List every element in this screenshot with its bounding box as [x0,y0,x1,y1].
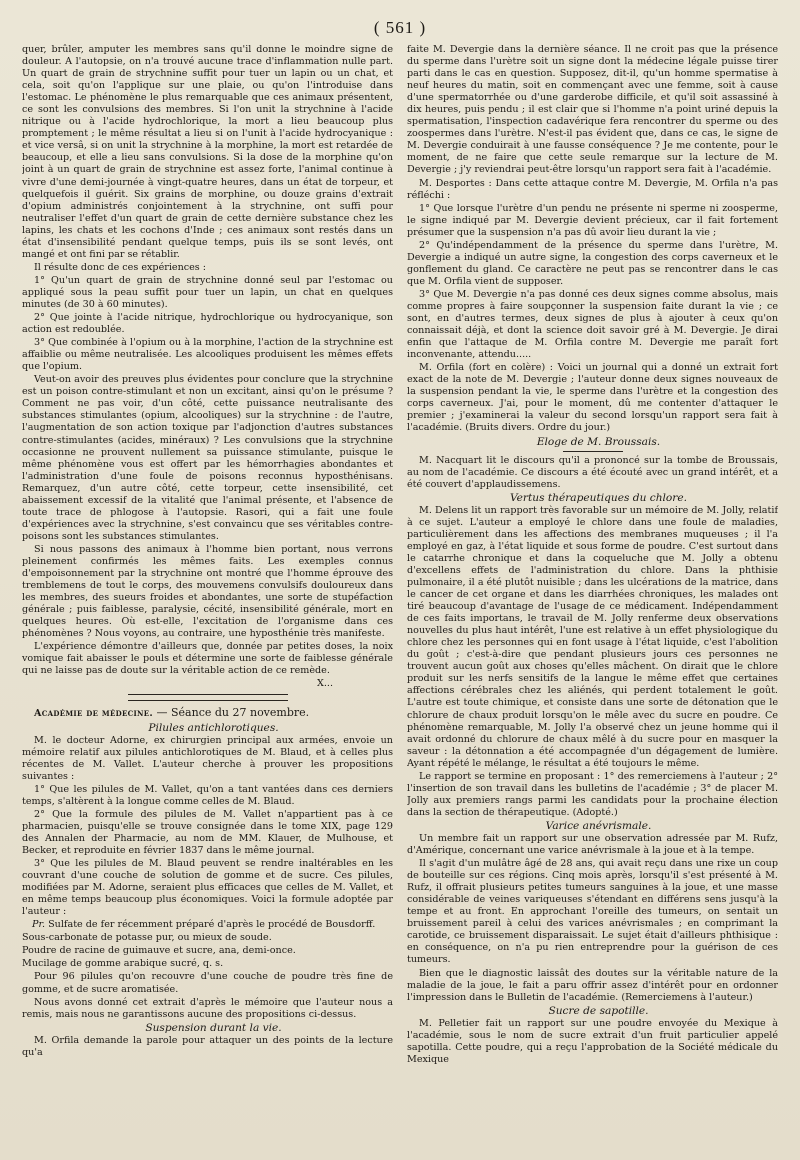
heading-rule [563,451,623,452]
article-heading: Vertus thérapeutiques du chlore. [509,491,687,504]
paragraph: Bien que le diagnostic laissât des doutes sur la véritable nature de la maladie de la joue, le fait a paru offrir assez d'intérêt pour en ordonner l'impression dans le Bulletin de l'académie. (Remerciemens à l'auteur.) [407,967,778,1003]
paragraph: 1° Qu'un quart de grain de strychnine donné seul par l'estomac ou appliqué sous la peau suffit pour tuer un lapin, un chat en quelques minutes (de 30 à 60 minutes). [22,274,393,310]
article-heading: Suspension durant la vie. [145,1021,282,1034]
formula-line: Mucilage de gomme arabique sucré, q. s. [22,958,224,970]
article-heading: Varice anévrismale. [545,819,652,832]
page-number: ( 561 ) [373,18,427,37]
formula-line [32,919,393,931]
article-heading: Sucre de sapotille. [548,1004,649,1017]
paragraph: M. Desportes : Dans cette attaque contre M. Devergie, M. Orfila n'a pas réfléchi : [407,177,778,201]
paragraph: faite M. Devergie dans la dernière séance. Il ne croit pas que la présence du sperme dans l'urètre soit un signe dont la médecine légale puisse tirer parti dans le cas en question. Supposez, dit-il, qu'un homme spermatise à neuf heures du matin, soit en commençant avec une femme, soit à cause d'une spermatorrhée ou d'une garderobe difficile, et qu'il soit assassiné à dix heures, puis pendu ; il est clair que si l'homme n'a point uriné depuis la spermatisation, l'inspection cadavérique fera rencontrer du sperme ou des zoospermes dans l'urètre. N'est-il pas évident que, dans ce cas, le signe de M. Devergie conduirait à une fausse conséquence ? Je me contente, pour le moment, de ne faire que cette seule remarque sur la lecture de M. Devergie ; j'y reviendrai peut-être lorsqu'un rapport sera fait à l'académie. [407,44,778,176]
paragraph: Le rapport se termine en proposant : 1° des remerciemens à l'auteur ; 2° l'insertion de son travail dans les bulletins de l'académie ; 3° de placer M. Jolly aux premiers rangs parmi les candidats pour la prochaine élection dans la section de thérapeutique. (Adopté.) [407,770,778,818]
paragraph: Pour 96 pilules qu'on recouvre d'une couche de poudre très fine de gomme, et de sucre aromatisée. [22,971,393,995]
paragraph: 3° Que combinée à l'opium ou à la morphine, l'action de la strychnine est affaiblie ou même neutralisée. Les alcooliques produisent les mêmes effets que l'opium. [22,337,393,373]
paragraph: M. Delens lit un rapport très favorable sur un mémoire de M. Jolly, relatif à ce sujet. L'auteur a employé le chlore dans une foule de maladies, particulièrement dans les affections des membranes muqueuses ; il l'a employé en gaz, à l'état liquide et sous forme de poudre. C'est surtout dans le catarrhe chronique et dans la coqueluche que M. Jolly a obtenu d'excellens effets de l'administration du chlore. Dans la phthisie pulmonaire, il a été plutôt nuisible ; dans les ulcérations de la matrice, dans le cancer de cet organe et dans les diarrhées chroniques, les malades ont tiré beaucoup d'avantage de l'usage de ce médicament. Indépendamment de ces faits importans, le travail de M. Jolly renferme deux observations nouvelles du plus haut intérêt, l'une est relative à un effet physiologique du chlore chez les personnes qui en font usage à l'état liquide, c'est l'abolition du goût ; c'est-à-dire que pendant plusieurs jours ces personnes ne trouvent aucun goût aux choses qu'elles mâchent. On dirait que le chlore produit sur les nerfs sensitifs de la langue le même effet que certaines affections cérébrales chez les aliénés, qui perdent totalement le goût. L'autre est toute chimique, et consiste dans une sorte de détonation que le chlorure de chaux produit lorsqu'on le mêle avec du sucre en poudre. Ce phénomène remarquable, M. Jolly l'a observé chez un jeune homme qui il avait ordonné du chlorure de chaux mêlé à du sucre pour en masquer la saveur : la détonnation a été accompagnée d'un dégagement de lumière. Ayant répété le mélange, le résultat a été toujours le même. [407,504,778,769]
section-divider [128,694,288,701]
paragraph: Un membre fait un rapport sur une observation adressée par M. Rufz, d'Amérique, concernant une varice anévrismale à la joue et à la tempe. [407,833,778,857]
paragraph: quer, brûler, amputer les membres sans qu'il donne le moindre signe de douleur. A l'autopsie, on n'a trouvé aucune trace d'inflammation nulle part. Un quart de grain de strychnine suffit pour tuer un lapin ou un chat, et cela, soit qu'on l'applique sur une plaie, ou qu'on l'introduise dans l'estomac. Le phénomène le plus remarquable que ces animaux présentent, ce sont les convulsions des membres. Si l'on unit la strychnine à l'acide nitrique ou à l'acide hydrochlorique, la mort a lieu beaucoup plus promptement ; le même résultat a lieu si on l'unit à l'acide hydrocyanique : et vice versâ, si on unit la strychnine à la morphine, la mort est retardée de beaucoup, et elle a lieu sans convulsions. Si la dose de la morphine qu'on joint à un quart de grain de strychnine est assez forte, l'animal continue à vivre d'une demi-journée à vingt-quatre heures, dans un état de torpeur, et quelquefois il guérit. Six grains de morphine, ou douze grains d'extrait d'opium administrés conjointement à la strychnine, ont suffi pour neutraliser l'effet d'un quart de grain de cette dernière substance chez les lapins, les chats et les cochons d'Inde ; ces animaux sont restés dans un état d'insensibilité pendant quelque temps, puis ils se sont levés, ont mangé et ont fini par se rétablir. [22,44,393,260]
paragraph: M. Orfila demande la parole pour attaquer un des points de la lecture qu'a [22,1034,393,1058]
paragraph: M. Pelletier fait un rapport sur une poudre envoyée du Mexique à l'académie, sous le nom de sucre extrait d'un fruit particulier appelé sapotilla. Cette poudre, qui a reçu l'approbation de la Société médicale du Mexique [407,1017,778,1065]
paragraph: Il résulte donc de ces expériences : [34,261,207,273]
signature: X... [317,678,333,690]
paragraph: Nous avons donné cet extrait d'après le mémoire que l'auteur nous a remis, mais nous ne garantissons aucune des propositions ci-dessus. [22,996,393,1020]
session-heading [22,707,393,720]
session-date: — Séance du 27 novembre. [153,706,310,720]
left-column [22,44,393,1154]
paragraph: 2° Que jointe à l'acide nitrique, hydrochlorique ou hydrocyanique, son action est redoublée. [22,312,393,336]
paragraph: L'expérience démontre d'ailleurs que, donnée par petites doses, la noix vomique fait abaisser le pouls et détermine une sorte de faiblesse générale qui ne laisse pas de doute sur la véritable action de ce remède. [22,641,393,677]
paragraph: 2° Qu'indépendamment de la présence du sperme dans l'urètre, M. Devergie a indiqué un autre signe, la congestion des corps caverneux et le gonflement du gland. Ce caractère ne peut pas se rencontrer dans le cas que M. Orfila vient de supposer. [407,239,778,287]
formula-text: Sulfate de fer récemment préparé d'après le procédé de Bousdorff. [48,919,376,931]
paragraph: 1° Que les pilules de M. Vallet, qu'on a tant vantées dans ces derniers temps, s'altèrent à la longue comme celles de M. Blaud. [22,783,393,807]
paragraph: 3° Que les pilules de M. Blaud peuvent se rendre inaltérables en les couvrant d'une couche de solution de gomme et de sucre. Ces pilules, modifiées par M. Adorne, seraient plus efficaces que celles de M. Vallet, et en même temps beaucoup plus économiques. Voici la formule adoptée par l'auteur : [22,858,393,918]
paragraph: Veut-on avoir des preuves plus évidentes pour conclure que la strychnine est un poison contre-stimulant et non un excitant, ainsi qu'on le présume ? Comment ne pas voir, d'un côté, cette puissance neutralisante des substances stimulantes (opium, alcooliques) sur la strychnine : de l'autre, l'augmentation de son action toxique par l'adjonction d'autres substances contre-stimulantes (acides, minéraux) ? Les convulsions que la strychnine occasionne ne prouvent nullement sa puissance stimulante, puisque le même phénomène vous est offert par les hémorrhagies abondantes et l'administration d'une foule de poisons reconnus hyposthénisans. Remarquez, d'un autre côté, cette torpeur, cette insensibilité, cet abaissement excessif de la vitalité que l'animal présente, et l'absence de toute trace de phlogose à l'autopsie. Rasori, qui a fait une foule d'expériences avec la strychnine, s'est convaincu que ses véritables contre-poisons sont les substances stimulantes. [22,374,393,542]
paragraph: M. Nacquart lit le discours qu'il a prononcé sur la tombe de Broussais, au nom de l'académie. Ce discours a été écouté avec un grand intérêt, et a été couvert d'applaudissemens. [407,454,778,490]
article-heading: Eloge de M. Broussais. [536,435,661,448]
paragraph: M. le docteur Adorne, ex chirurgien principal aux armées, envoie un mémoire relatif aux pilules antichlorotiques de M. Blaud, et à celles plus récentes de M. Vallet. L'auteur cherche à prouver les propositions suivantes : [22,734,393,782]
right-column [407,44,778,1154]
formula-line: Sous-carbonate de potasse pur, ou mieux de soude. [22,932,272,944]
formula-line: Poudre de racine de guimauve et sucre, ana, demi-once. [22,945,296,957]
paragraph: 2° Que la formule des pilules de M. Vallet n'appartient pas à ce pharmacien, puisqu'elle se trouve consignée dans le tome XIX, page 129 des Annalen der Pharmacie, au nom de MM. Klauer, de Mulhouse, et Becker, et reproduite en février 1837 dans le même journal. [22,808,393,856]
paragraph: M. Orfila (fort en colère) : Voici un journal qui a donné un extrait fort exact de la note de M. Devergie ; l'auteur donne deux signes nouveaux de la suspension pendant la vie, le sperme dans l'urètre et la congestion des corps caverneux. J'ai, pour le moment, dû me contenter d'attaquer le premier ; j'examinerai la valeur du second lorsqu'un rapport sera fait à l'académie. (Bruits divers. Ordre du jour.) [407,362,778,434]
text-columns [22,44,778,1154]
article-heading: Pilules antichlorotiques. [148,721,279,734]
paragraph: Il s'agit d'un mulâtre âgé de 28 ans, qui avait reçu dans une rixe un coup de bouteille sur ces régions. Cinq mois après, lorsqu'il s'est présenté à M. Rufz, il offrait plusieurs petites tumeurs sanguines à la joue, et une masse considérable de veines variqueuses s'étendant en différens sens jusqu'à la tempe et au front. En approchant l'oreille des tumeurs, on sentait un bruissement pareil à celui des varices anévrismales ; en comprimant la carotide, ce bruissement disparaissait. Le sujet était d'ailleurs phthisique : en conséquence, on n'a pu rien entreprendre pour la guérison de ces tumeurs. [407,858,778,966]
session-academy: Académie de médecine. [34,708,154,720]
paragraph: 1° Que lorsque l'urètre d'un pendu ne présente ni sperme ni zoosperme, le signe indiqué par M. Devergie devient précieux, car il fait fortement présumer que la suspension n'a pas dû avoir lieu durant la vie ; [407,202,778,238]
paragraph: Si nous passons des animaux à l'homme bien portant, nous verrons pleinement confirmés les mêmes faits. Les exemples connus d'empoisonnement par la strychnine ont montré que l'homme éprouve des tremblemens de tout le corps, des mouvemens convulsifs douloureux dans les membres, des sueurs froides et abondantes, une sorte de stupéfaction générale ; puis faiblesse, paralysie, cécité, insensibilité générale, mort en quelques heures. Où est-elle, l'excitation de l'organisme dans ces phénomènes ? Nous voyons, au contraire, une hyposthénie très manifeste. [22,543,393,640]
formula-prefix: Pr. [32,919,46,931]
paragraph: 3° Que M. Devergie n'a pas donné ces deux signes comme absolus, mais comme propres à faire soupçonner la suspension faite durant la vie ; ce sont, en d'autres termes, deux signes de plus à ajouter à ceux qu'on connaissait déjà, et dont la science doit savoir gré à M. Devergie. Je dirai enfin que l'attaque de M. Orfila contre M. Devergie me paraît fort inconvenante, attendu..... [407,288,778,361]
